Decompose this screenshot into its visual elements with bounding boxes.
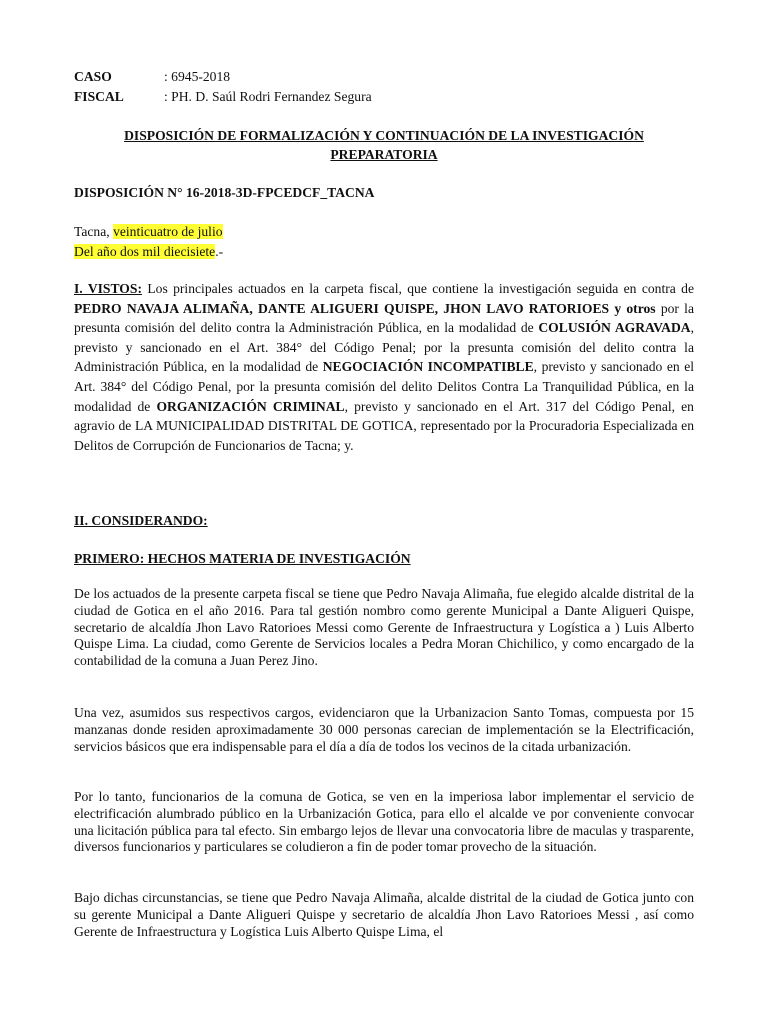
paragraph-2: Una vez, asumidos sus respectivos cargos, evidenciaron que la Urbanizacion Santo Tomas, compuesta por 15 manzanas donde residen aproximadamente 30 000 personas carecian de implementación se la Electrificación, servicios básicos que era indispensable para el día a día de todos los vecinos de la citada urbanización. <box>74 705 694 754</box>
disposicion-number: DISPOSICIÓN N° 16-2018-3D-FPCEDCF_TACNA <box>74 185 375 200</box>
vistos-text-5: , previsto y sancionado en el Art. 317 del Código Penal, en agravio de LA MUNICIPALIDAD DISTRITAL DE GOTICA, representado por la Procuradoria Especializada en Delitos de Corrupción de Funcionarios de Tacna; y. <box>74 398 694 453</box>
considerando-heading: II. CONSIDERANDO: <box>74 513 208 528</box>
vistos-heading: I. VISTOS: <box>74 281 142 296</box>
date-place: Tacna, <box>74 224 114 239</box>
document-title-block <box>74 126 694 164</box>
vistos-text-2: por la presunta comisión del delito contra la Administración Pública, en la modalidad de <box>74 300 694 336</box>
vistos-text-1: Los principales actuados en la carpeta fiscal, que contiene la investigación seguida en contra de <box>141 281 694 296</box>
paragraph-4: Bajo dichas circunstancias, se tiene que Pedro Navaja Alimaña, alcalde distrital de la ciudad de Gotica junto con su gerente Municipal a Dante Aligueri Quispe y secretario de alcaldía Jhon Lavo Ratorioes Messi , así como Gerente de Infraestructura y Logística Luis Alberto Quispe Lima, el <box>74 890 694 939</box>
vistos-text-3: , previsto y sancionado en el Art. 384° del Código Penal; por la presunta comisión del delito contra la Administración Pública, en la modalidad de <box>74 320 695 375</box>
fiscal-row <box>74 87 694 107</box>
date-suffix: .- <box>215 244 224 259</box>
vistos-crime-2: NEGOCIACIÓN INCOMPATIBLE <box>322 359 534 375</box>
fiscal-label: FISCAL <box>74 89 124 104</box>
vistos-section <box>74 279 694 455</box>
date-block <box>74 222 694 262</box>
paragraph-1: De los actuados de la presente carpeta fiscal se tiene que Pedro Navaja Alimaña, fue elegido alcalde distrital de la ciudad de Gotica en el año 2016. Para tal gestión nombro como gerente Municipal a Dante Aligueri Quispe, secretario de alcaldía Jhon Lavo Ratorioes Messi como Gerente de Infraestructura y Logística a ) Luis Alberto Quispe Lima. La ciudad, como Gerente de Servicios locales a Pedra Moran Chichilico, y como encargado de la contabilidad de la comuna a Juan Perez Jino. <box>74 586 694 669</box>
vistos-defendants: PEDRO NAVAJA ALIMAÑA, DANTE ALIGUERI QUISPE, JHON LAVO RATORIOES y otros <box>74 300 656 316</box>
vistos-crime-3: ORGANIZACIÓN CRIMINAL <box>156 398 345 414</box>
document-title: DISPOSICIÓN DE FORMALIZACIÓN Y CONTINUACIÓN DE LA INVESTIGACIÓN PREPARATORIA <box>124 128 644 162</box>
date-day-month: veinticuatro de julio <box>113 224 223 239</box>
date-year: Del año dos mil diecisiete <box>74 244 216 259</box>
caso-label: CASO <box>74 69 112 84</box>
primero-heading: PRIMERO: HECHOS MATERIA DE INVESTIGACIÓN <box>74 551 411 566</box>
caso-row <box>74 67 694 87</box>
vistos-text-4: , previsto y sancionado en el Art. 384° del Código Penal, por la presunta comisión del delito Delitos Contra La Tranquilidad Pública, en la modalidad de <box>74 359 695 414</box>
date-line-2 <box>74 242 694 262</box>
caso-value: : 6945-2018 <box>164 69 231 84</box>
paragraph-3: Por lo tanto, funcionarios de la comuna de Gotica, se ven en la imperiosa labor implementar el servicio de electrificación alumbrado público en la Urbanización Gotica, para ello el alcalde ve por conveniente convocar una licitación pública para tal efecto. Sin embargo lejos de llevar una convocatoria libre de maculas y trasparente, diversos funcionarios y particulares se coludieron a fin de poder tomar provecho de la situación. <box>74 789 694 855</box>
vistos-crime-1: COLUSIÓN AGRAVADA <box>538 320 691 336</box>
date-line-1 <box>74 222 694 242</box>
fiscal-value: : PH. D. Saúl Rodri Fernandez Segura <box>164 89 372 104</box>
case-header <box>74 67 694 107</box>
